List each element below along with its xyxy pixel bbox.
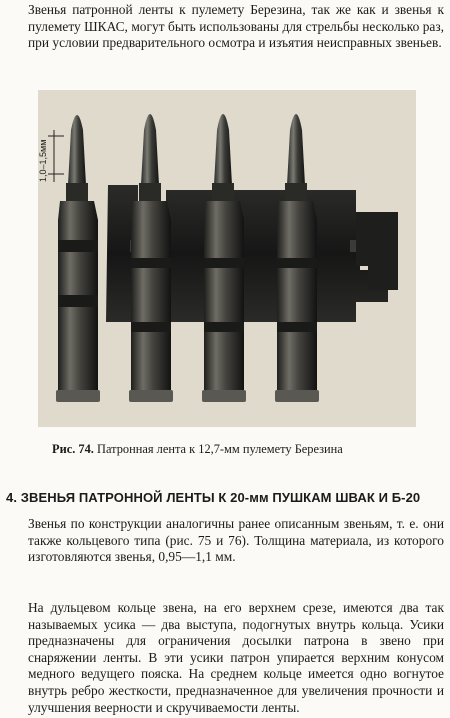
section-heading: 4. ЗВЕНЬЯ ПАТРОННОЙ ЛЕНТЫ К 20-мм ПУШКАМ ШВАК И Б-20 — [6, 490, 421, 505]
paragraph-1: Звенья по конструкции аналогичны ранее описанным звеньям, т. е. они также кольцевого типа (рис. 75 и 76). Толщина материала, из которого изготовляются звенья, 0,95—1,1 мм. — [28, 516, 444, 565]
figure-photo — [38, 90, 416, 427]
caption-label: Рис. 74. — [52, 442, 94, 456]
measure-label: 1,0–1,5мм — [38, 139, 48, 182]
intro-paragraph: Звенья патронной ленты к пулемету Березина, так же как и звенья к пулемету ШКАС, могут быть использованы для стрельбы несколько раз, при условии предварительного осмотра и изъятия неисправных звеньев. — [28, 2, 444, 51]
caption-text: Патронная лента к 12,7-мм пулемету Березина — [97, 442, 343, 456]
cartridge-belt-photo — [38, 90, 416, 427]
paragraph-2: На дульцевом кольце звена, на его верхнем срезе, имеются два так называемых усика — два выступа, подогнутых внутрь кольца. Усики предназначены для ограничения досылки патрона в звено при снаряжении ленты. В эти усики патрон упирается верхним конусом медного ведущего пояска. На среднем кольце имеется одно вогнутое внутрь ребро жесткости, предназначенное для увеличения прочности и улучшения веерности и скручиваемости ленты. — [28, 600, 444, 715]
figure-caption — [52, 442, 343, 457]
